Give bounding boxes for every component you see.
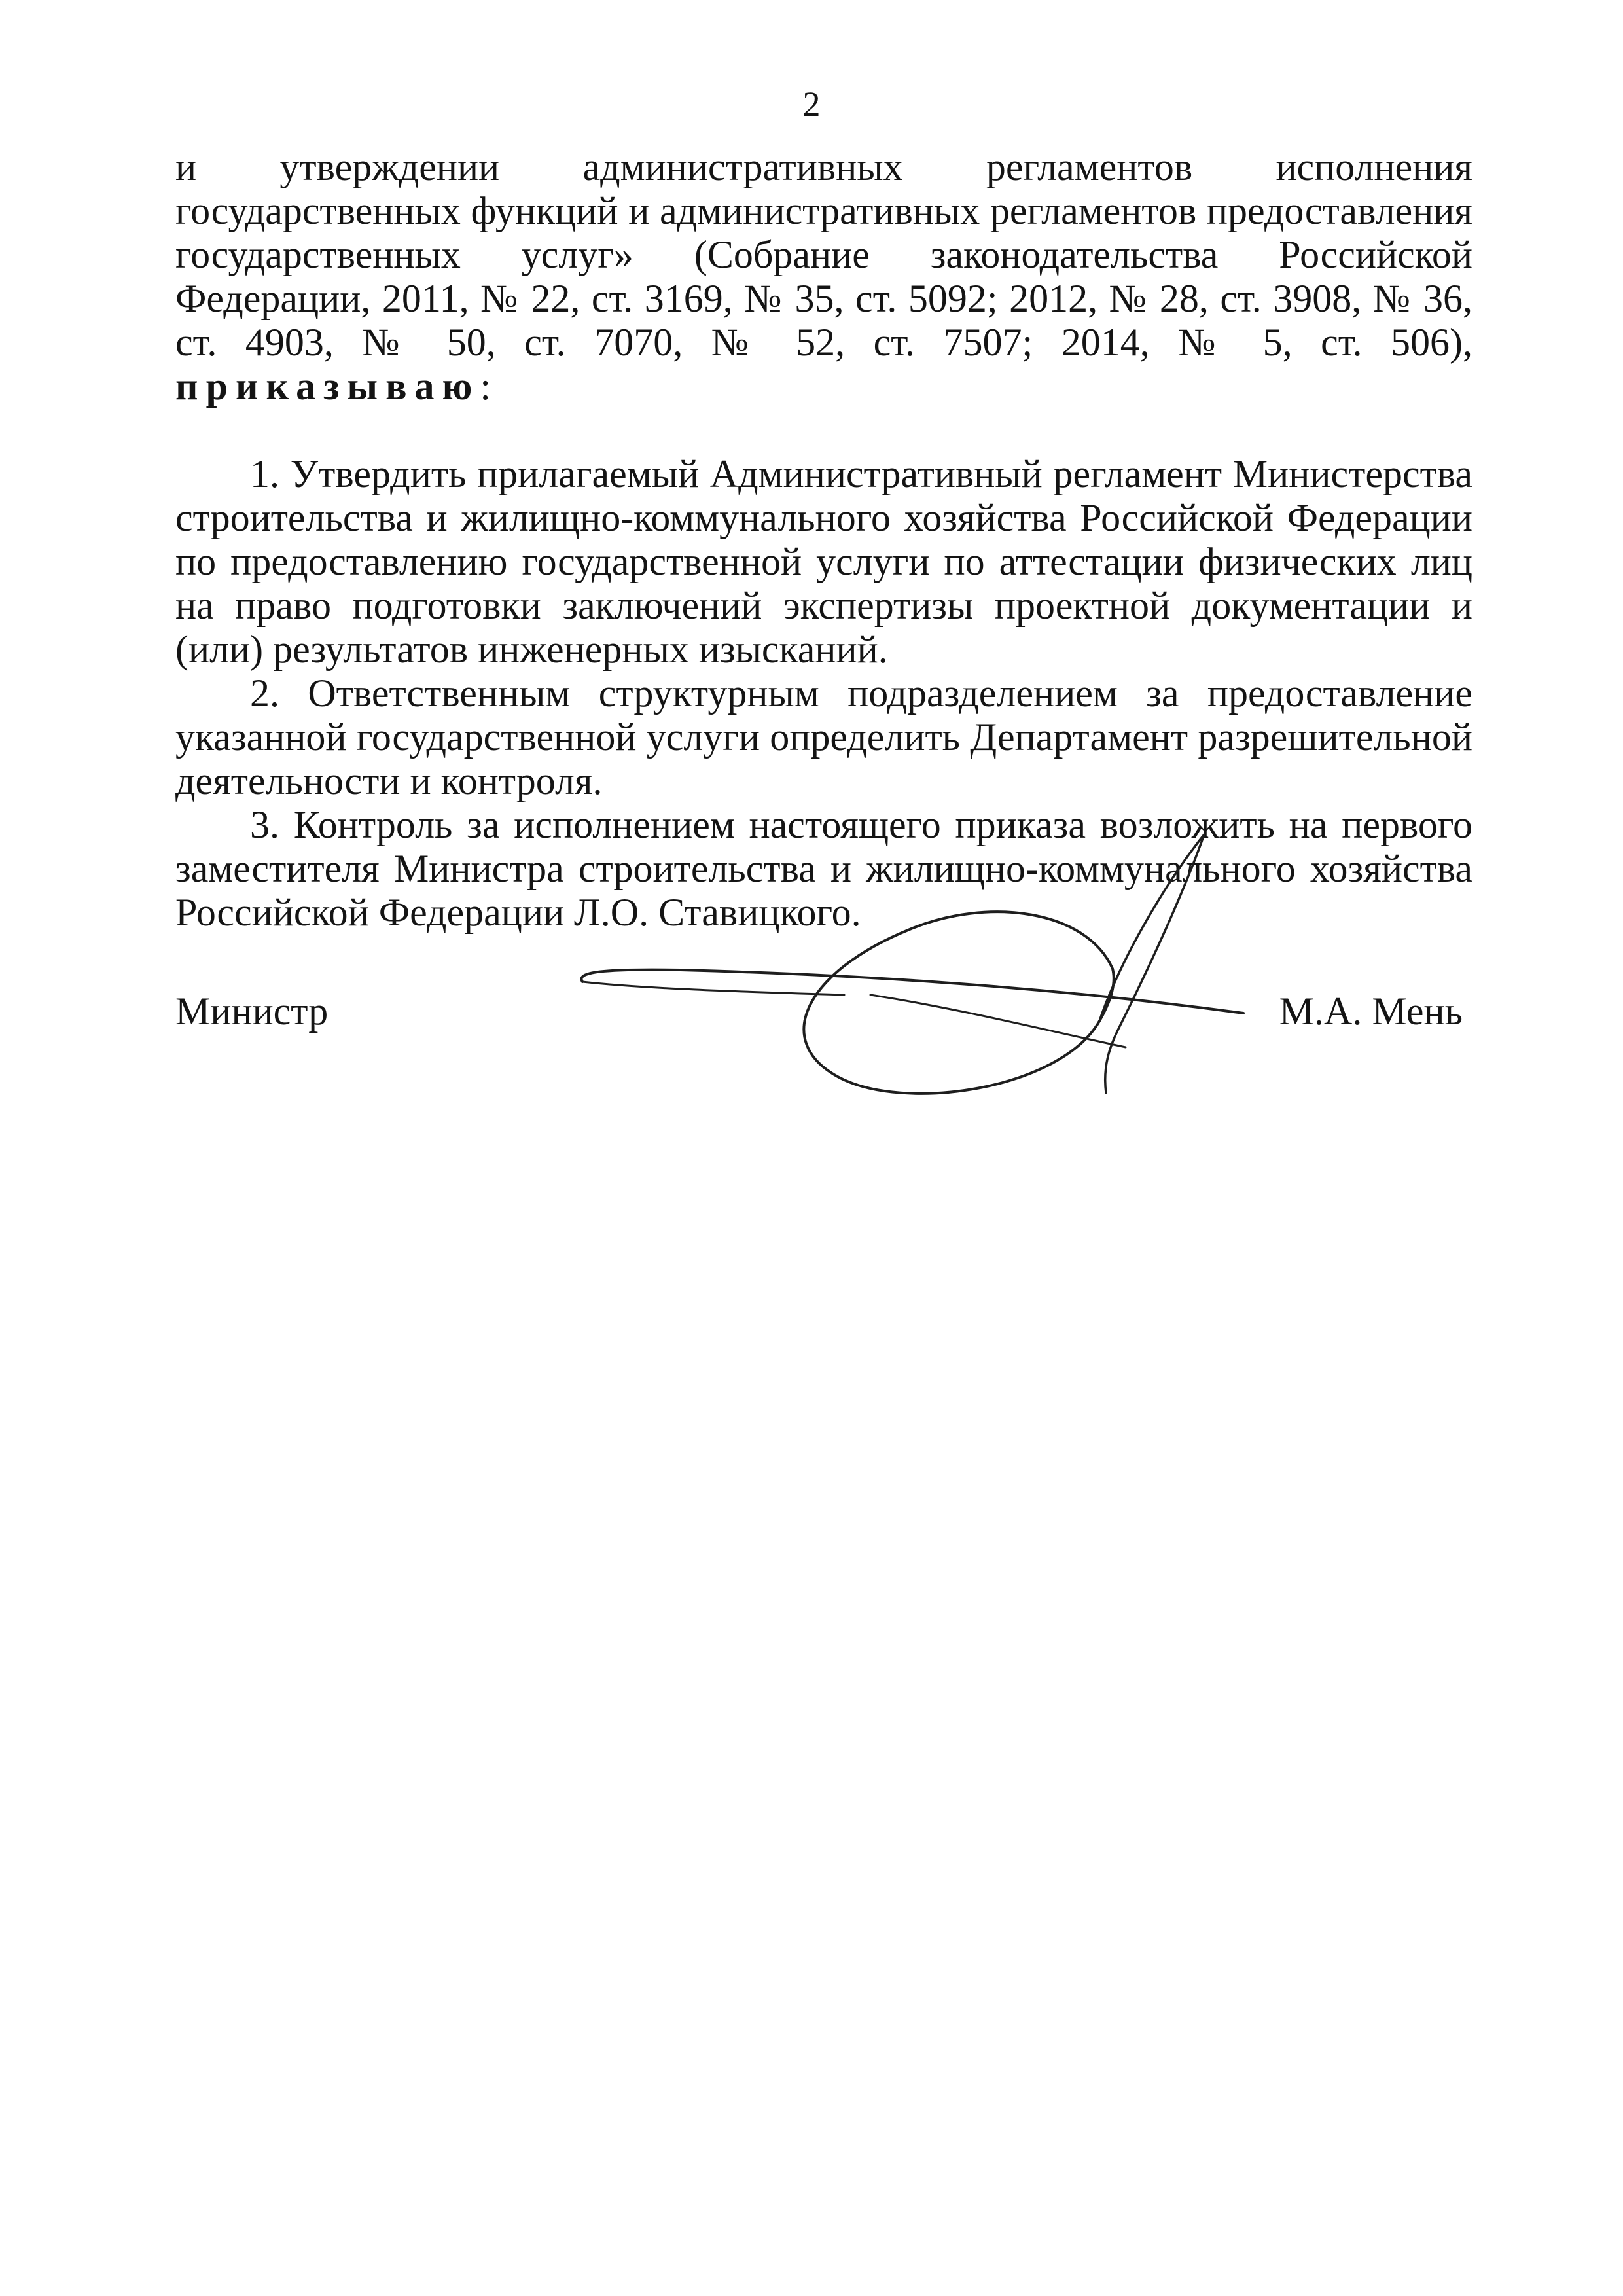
signatory-title: Министр (175, 990, 329, 1033)
signature-underline-stroke (582, 970, 1243, 1013)
signature-return-stroke (582, 982, 844, 995)
document-body (175, 145, 1472, 935)
page-number: 2 (802, 84, 821, 124)
preamble-paragraph (175, 145, 1472, 408)
order-word: приказываю (175, 365, 480, 408)
signatory-name: М.А. Мень (1279, 990, 1463, 1033)
order-item-1: 1. Утвердить прилагаемый Административный регламент Министерства строительства и жилищно-коммунального хозяйства Российской Федерации по предоставлению государственной услуги по аттестации физических лиц на право подготовки заключений экспертизы проектной документации и (или) результатов инженерных изысканий. (175, 452, 1472, 671)
order-item-3: 3. Контроль за исполнением настоящего приказа возложить на первого заместителя Министра строительства и жилищно-коммунального хозяйства Российской Федерации Л.О. Ставицкого. (175, 803, 1472, 934)
preamble-colon: : (480, 365, 491, 408)
preamble-text: и утверждении административных регламентов исполнения государственных функций и административных регламентов предоставления государственных услуг» (Собрание законодательства Российской Федерации, 2011, № 22, ст. 3169, № 35, ст. 5092; 2012, № 28, ст. 3908, № 36, ст. 4903, № 50, ст. 7070, № 52, ст. 7507; 2014, № 5, ст. 506), (175, 145, 1472, 364)
order-item-2: 2. Ответственным структурным подразделением за предоставление указанной государственной услуги определить Департамент разрешительной деятельности и контроля. (175, 672, 1472, 802)
signature-cross-stroke (870, 995, 1126, 1047)
signature-loop-stroke (804, 912, 1113, 1094)
